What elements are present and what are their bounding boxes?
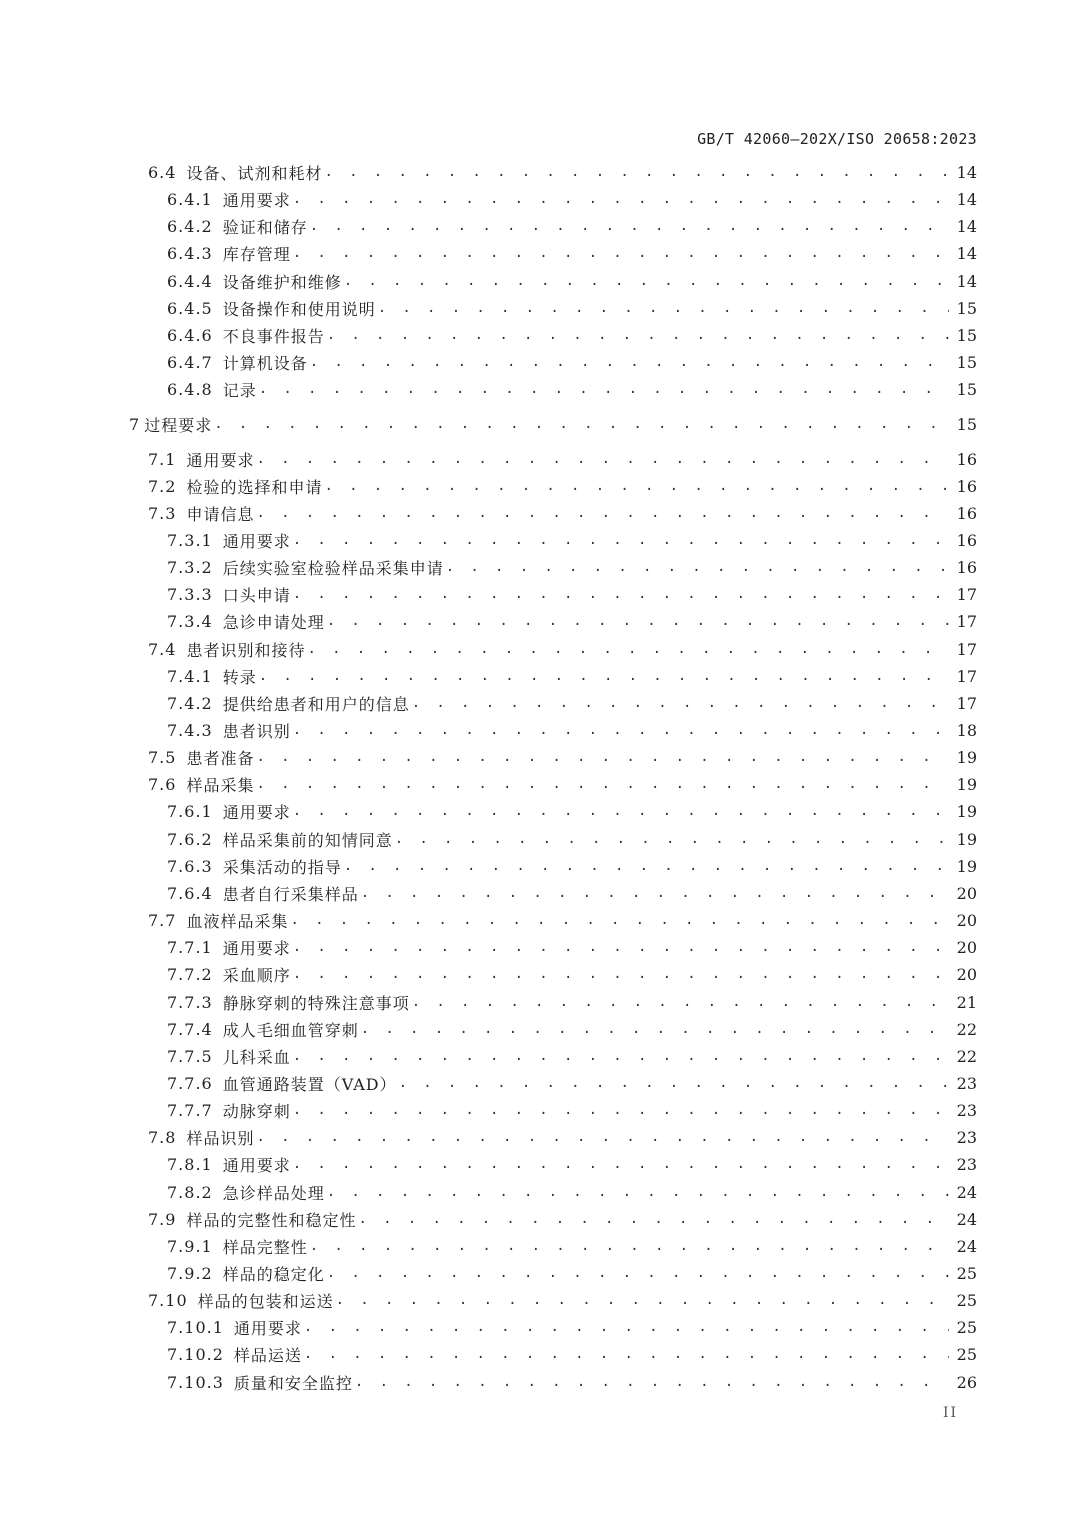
toc-entry-line	[167, 880, 977, 907]
toc-entry-line	[129, 411, 977, 438]
toc-entry-page: 25	[956, 1264, 977, 1283]
toc-leader-dots	[293, 1097, 949, 1124]
toc-entry-number: 7.4.2	[167, 693, 213, 713]
toc-entry-page: 19	[956, 802, 977, 822]
toc-leader-dots	[358, 1206, 949, 1233]
toc-entry-title: 样品采集前的知情同意	[222, 830, 393, 850]
toc-entry-page: 17	[956, 666, 977, 686]
toc-leader-dots	[336, 1287, 949, 1314]
toc-entry-page: 24	[956, 1236, 977, 1256]
toc-leader-dots	[324, 159, 949, 186]
toc-entry[interactable]	[0, 1179, 1080, 1206]
toc-leader-dots	[293, 1043, 949, 1070]
toc-entry-page: 20	[956, 911, 977, 931]
toc-leader-dots	[412, 989, 949, 1016]
toc-entry-line	[167, 690, 977, 717]
toc-entry-title: 计算机设备	[222, 354, 308, 374]
toc-entry-title: 通用要求	[222, 939, 291, 959]
toc-entry-line	[167, 961, 977, 988]
toc-entry[interactable]	[0, 690, 1080, 717]
toc-entry-line	[148, 1206, 977, 1233]
toc-entry-page: 14	[956, 190, 977, 210]
toc-entry-title: 样品的完整性和稳定性	[186, 1210, 357, 1230]
toc-entry[interactable]	[0, 636, 1080, 663]
toc-entry[interactable]	[0, 853, 1080, 880]
toc-leader-dots	[361, 1016, 949, 1043]
toc-entry-line	[167, 322, 977, 349]
page-number: II	[942, 1405, 958, 1421]
toc-entry-title: 血管通路装置（VAD）	[222, 1074, 397, 1094]
toc-entry[interactable]	[0, 907, 1080, 934]
toc-entry[interactable]	[0, 608, 1080, 635]
toc-entry-title: 急诊申请处理	[222, 613, 325, 633]
toc-entry-page: 15	[956, 298, 977, 318]
toc-leader-dots	[259, 663, 949, 690]
toc-entry-line	[148, 446, 977, 473]
toc-entry[interactable]	[0, 880, 1080, 907]
toc-entry-line	[167, 1233, 977, 1260]
toc-entry[interactable]	[0, 446, 1080, 473]
toc-entry-page: 16	[956, 476, 977, 496]
toc-leader-dots	[307, 636, 949, 663]
toc-entry-number: 6.4.7	[167, 353, 213, 373]
toc-entry[interactable]	[0, 826, 1080, 853]
toc-entry-line	[167, 853, 977, 880]
toc-entry-title: 过程要求	[144, 416, 213, 436]
toc-entry-page: 18	[956, 721, 977, 740]
toc-entry-page: 16	[956, 503, 977, 523]
toc-entry-title: 设备、试剂和耗材	[186, 164, 323, 183]
toc-entry[interactable]	[0, 798, 1080, 825]
toc-entry-line	[167, 1070, 977, 1097]
toc-entry-title: 转录	[222, 667, 257, 687]
toc-leader-dots	[293, 798, 949, 825]
toc-entry-number: 7.6.2	[167, 829, 213, 849]
toc-entry-line	[167, 295, 977, 322]
toc-entry-page: 14	[956, 271, 977, 291]
toc-entry-page: 15	[956, 325, 977, 345]
toc-entry[interactable]	[0, 961, 1080, 988]
toc-entry-page: 20	[956, 938, 977, 958]
toc-entry-line	[167, 798, 977, 825]
toc-entry[interactable]	[0, 934, 1080, 961]
toc-leader-dots	[399, 1070, 949, 1097]
toc-entry-number: 7.7.4	[167, 1019, 213, 1039]
toc-entry-title: 样品运送	[233, 1346, 302, 1366]
toc-leader-dots	[293, 186, 949, 213]
toc-entry[interactable]	[0, 473, 1080, 500]
toc-entry[interactable]	[0, 1341, 1080, 1368]
toc-entry-number: 7	[129, 415, 141, 435]
toc-leader-dots	[256, 500, 949, 527]
toc-entry-title: 急诊样品处理	[222, 1183, 325, 1203]
toc-entry-title: 口头申请	[222, 586, 291, 606]
toc-entry-page: 17	[956, 585, 977, 605]
toc-entry-number: 7.4	[148, 639, 177, 659]
toc-entry-page: 20	[956, 965, 977, 985]
toc-leader-dots	[293, 240, 949, 267]
toc-entry-line	[167, 1369, 977, 1396]
toc-entry-title: 通用要求	[222, 803, 291, 823]
toc-entry-page: 17	[956, 693, 977, 713]
toc-entry-title: 记录	[222, 381, 257, 401]
toc-entry-title: 血液样品采集	[186, 912, 289, 932]
toc-leader-dots	[293, 581, 949, 608]
toc-leader-dots	[327, 1260, 949, 1287]
toc-entry-line	[167, 554, 977, 581]
toc-entry[interactable]	[0, 1314, 1080, 1341]
toc-entry-page: 20	[956, 883, 977, 903]
toc-leader-dots	[293, 717, 949, 744]
toc-entry[interactable]	[0, 1369, 1080, 1396]
toc-leader-dots	[310, 1233, 949, 1260]
toc-entry-title: 通用要求	[222, 191, 291, 211]
toc-entry-number: 7.4.3	[167, 721, 213, 740]
toc-leader-dots	[256, 446, 949, 473]
toc-entry-line	[167, 1097, 977, 1124]
toc-entry-number: 7.3.4	[167, 612, 213, 632]
toc-entry-number: 7.7.7	[167, 1101, 213, 1121]
toc-entry-page: 21	[956, 992, 977, 1012]
toc-entry[interactable]	[0, 717, 1080, 744]
toc-entry-number: 7.7.5	[167, 1046, 213, 1066]
toc-entry-title: 不良事件报告	[222, 326, 325, 346]
toc-leader-dots	[304, 1314, 949, 1341]
document-header-id: GB/T 42060—202X/ISO 20658:2023	[697, 130, 977, 148]
toc-entry-number: 7.9.2	[167, 1264, 213, 1283]
toc-entry[interactable]	[0, 663, 1080, 690]
toc-entry-number: 7.7.3	[167, 992, 213, 1012]
toc-entry-line	[167, 1043, 977, 1070]
toc-entry-title: 患者识别和接待	[186, 640, 306, 660]
toc-entry-number: 7.6	[148, 775, 177, 795]
toc-entry-page: 16	[956, 530, 977, 550]
toc-entry-title: 患者识别	[222, 722, 291, 741]
toc-entry-number: 7.6.1	[167, 802, 213, 822]
toc-entry-page: 17	[956, 639, 977, 659]
toc-entry-line	[167, 1341, 977, 1368]
toc-entry-number: 7.3.2	[167, 558, 213, 578]
toc-entry-page: 25	[956, 1318, 977, 1338]
toc-entry[interactable]	[0, 1260, 1080, 1287]
toc-entry-page: 14	[956, 217, 977, 237]
toc-entry[interactable]	[0, 554, 1080, 581]
toc-leader-dots	[290, 907, 949, 934]
toc-entry-line	[167, 826, 977, 853]
toc-entry-page: 19	[956, 775, 977, 795]
toc-entry[interactable]	[0, 500, 1080, 527]
toc-entry[interactable]	[0, 1097, 1080, 1124]
toc-entry-number: 6.4.2	[167, 217, 213, 237]
toc-entry-title: 检验的选择和申请	[186, 477, 323, 497]
toc-entry-line	[167, 934, 977, 961]
toc-entry-title: 样品的包装和运送	[197, 1292, 334, 1312]
toc-entry-line	[148, 473, 977, 500]
toc-entry-line	[148, 500, 977, 527]
toc-entry-number: 7.7	[148, 911, 177, 931]
toc-entry-line	[148, 159, 977, 186]
toc-entry-number: 7.5	[148, 748, 177, 768]
toc-entry-page: 25	[956, 1291, 977, 1311]
toc-leader-dots	[293, 961, 949, 988]
toc-entry-title: 设备维护和维修	[222, 272, 342, 292]
toc-entry-number: 7.3	[148, 503, 177, 523]
toc-entry-number: 7.1	[148, 449, 177, 469]
toc-entry-line	[167, 186, 977, 213]
toc-entry-page: 14	[956, 163, 977, 182]
toc-entry-line	[167, 268, 977, 295]
toc-entry-number: 7.7.1	[167, 938, 213, 958]
toc-entry-title: 样品采集	[186, 776, 255, 796]
toc-leader-dots	[259, 376, 949, 403]
toc-entry-line	[167, 581, 977, 608]
toc-entry[interactable]	[0, 213, 1080, 240]
toc-entry-title: 质量和安全监控	[233, 1373, 353, 1393]
toc-entry-title: 样品完整性	[222, 1237, 308, 1257]
toc-entry[interactable]	[0, 527, 1080, 554]
toc-entry-line	[148, 1287, 977, 1314]
toc-entry-number: 7.8.1	[167, 1155, 213, 1175]
toc-entry[interactable]	[0, 295, 1080, 322]
toc-leader-dots	[344, 268, 949, 295]
toc-entry-number: 7.8.2	[167, 1182, 213, 1202]
toc-entry-line	[167, 663, 977, 690]
toc-entry-number: 7.10.3	[167, 1372, 224, 1392]
toc-entry[interactable]	[0, 159, 1080, 186]
toc-entry-line	[167, 1179, 977, 1206]
toc-leader-dots	[395, 826, 949, 853]
toc-entry-title: 儿科采血	[222, 1047, 291, 1067]
toc-entry-number: 7.2	[148, 476, 177, 496]
toc-leader-dots	[256, 1124, 949, 1151]
toc-entry[interactable]	[0, 1206, 1080, 1233]
toc-entry-number: 7.7.6	[167, 1073, 213, 1093]
toc-entry[interactable]	[0, 376, 1080, 403]
toc-leader-dots	[344, 853, 949, 880]
toc-leader-dots	[293, 527, 949, 554]
toc-entry-line	[148, 1124, 977, 1151]
toc-entry-number: 7.6.4	[167, 883, 213, 903]
toc-entry-page: 22	[956, 1046, 977, 1066]
toc-entry-number: 6.4.6	[167, 325, 213, 345]
toc-entry-page: 15	[956, 353, 977, 373]
toc-entry-title: 采集活动的指导	[222, 857, 342, 877]
toc-entry-title: 库存管理	[222, 245, 291, 265]
toc-entry-page: 23	[956, 1128, 977, 1148]
toc-entry-title: 通用要求	[186, 450, 255, 470]
toc-entry-page: 14	[956, 244, 977, 264]
toc-entry-page: 17	[956, 612, 977, 632]
toc-entry-title: 患者准备	[186, 749, 255, 769]
toc-entry-number: 7.4.1	[167, 666, 213, 686]
toc-entry-line	[148, 744, 977, 771]
toc-entry-title: 动脉穿刺	[222, 1102, 291, 1122]
toc-entry-line	[167, 527, 977, 554]
toc-entry-line	[148, 771, 977, 798]
toc-leader-dots	[327, 322, 949, 349]
toc-entry[interactable]	[0, 1124, 1080, 1151]
toc-entry[interactable]	[0, 581, 1080, 608]
toc-leader-dots	[310, 213, 949, 240]
toc-entry-number: 6.4	[148, 163, 177, 182]
toc-entry-page: 24	[956, 1182, 977, 1202]
toc-entry[interactable]	[0, 989, 1080, 1016]
toc-entry-line	[167, 989, 977, 1016]
table-of-contents	[0, 155, 1080, 1400]
toc-leader-dots	[304, 1341, 949, 1368]
toc-entry[interactable]	[0, 349, 1080, 376]
toc-leader-dots	[214, 411, 949, 438]
toc-entry-number: 7.10.1	[167, 1318, 224, 1338]
toc-entry[interactable]	[0, 1016, 1080, 1043]
toc-entry-line	[148, 636, 977, 663]
toc-leader-dots	[293, 1151, 949, 1178]
toc-entry-title: 验证和储存	[222, 218, 308, 238]
toc-entry[interactable]	[0, 1043, 1080, 1070]
toc-leader-dots	[327, 1179, 949, 1206]
toc-entry-line	[167, 1260, 977, 1287]
toc-entry-line	[148, 907, 977, 934]
toc-entry-number: 6.4.3	[167, 244, 213, 264]
toc-entry-page: 22	[956, 1019, 977, 1039]
toc-entry-line	[167, 1314, 977, 1341]
toc-entry[interactable]	[0, 1070, 1080, 1097]
toc-entry-title: 申请信息	[186, 504, 255, 524]
toc-leader-dots	[446, 554, 949, 581]
toc-entry-page: 23	[956, 1073, 977, 1093]
toc-entry-title: 设备操作和使用说明	[222, 299, 376, 319]
toc-entry-line	[167, 608, 977, 635]
toc-entry-number: 6.4.8	[167, 380, 213, 400]
toc-entry-title: 患者自行采集样品	[222, 884, 359, 904]
toc-entry-page: 19	[956, 856, 977, 876]
toc-leader-dots	[327, 608, 949, 635]
toc-entry-page: 25	[956, 1345, 977, 1365]
toc-entry-title: 通用要求	[233, 1319, 302, 1339]
toc-entry-page: 15	[956, 415, 977, 435]
toc-entry-title: 样品的稳定化	[222, 1265, 325, 1284]
toc-entry-number: 6.4.5	[167, 298, 213, 318]
toc-leader-dots	[412, 690, 949, 717]
toc-entry-number: 7.10.2	[167, 1345, 224, 1365]
toc-entry-number: 7.3.1	[167, 530, 213, 550]
toc-entry-line	[167, 240, 977, 267]
toc-entry-page: 15	[956, 380, 977, 400]
toc-leader-dots	[256, 771, 949, 798]
toc-entry-page: 16	[956, 449, 977, 469]
toc-entry-page: 26	[956, 1372, 977, 1392]
toc-leader-dots	[361, 880, 949, 907]
toc-entry-title: 静脉穿刺的特殊注意事项	[222, 993, 410, 1013]
toc-entry-line	[167, 1016, 977, 1043]
toc-entry-title: 提供给患者和用户的信息	[222, 694, 410, 714]
toc-entry[interactable]	[0, 186, 1080, 213]
toc-entry-number: 7.7.2	[167, 965, 213, 985]
toc-leader-dots	[310, 349, 949, 376]
toc-entry-line	[167, 213, 977, 240]
toc-entry-line	[167, 349, 977, 376]
toc-entry-title: 后续实验室检验样品采集申请	[222, 559, 444, 579]
toc-entry[interactable]	[0, 771, 1080, 798]
toc-entry-line	[167, 1151, 977, 1178]
toc-leader-dots	[293, 934, 949, 961]
toc-entry[interactable]	[0, 268, 1080, 295]
toc-entry-number: 7.10	[148, 1291, 188, 1311]
toc-entry-title: 样品识别	[186, 1129, 255, 1149]
toc-leader-dots	[378, 295, 949, 322]
toc-entry-number: 7.9	[148, 1209, 177, 1229]
toc-entry[interactable]	[0, 1151, 1080, 1178]
toc-leader-dots	[324, 473, 949, 500]
toc-entry-number: 7.3.3	[167, 585, 213, 605]
toc-leader-dots	[256, 744, 949, 771]
toc-entry-page: 23	[956, 1101, 977, 1121]
toc-entry-page: 19	[956, 748, 977, 768]
toc-entry[interactable]	[0, 744, 1080, 771]
toc-leader-dots	[355, 1369, 949, 1396]
toc-entry-line	[167, 376, 977, 403]
toc-entry[interactable]	[0, 322, 1080, 349]
toc-entry[interactable]	[0, 240, 1080, 267]
toc-entry[interactable]	[0, 1233, 1080, 1260]
toc-entry-number: 6.4.1	[167, 190, 213, 210]
toc-entry-line	[167, 717, 977, 744]
toc-entry-title: 成人毛细血管穿刺	[222, 1020, 359, 1040]
toc-entry-number: 7.8	[148, 1128, 177, 1148]
toc-entry-number: 6.4.4	[167, 271, 213, 291]
toc-entry-number: 7.9.1	[167, 1236, 213, 1256]
toc-entry-title: 通用要求	[222, 531, 291, 551]
toc-entry-number: 7.6.3	[167, 856, 213, 876]
toc-entry[interactable]	[0, 1287, 1080, 1314]
toc-entry-page: 19	[956, 829, 977, 849]
toc-entry-title: 通用要求	[222, 1156, 291, 1176]
toc-entry-page: 24	[956, 1209, 977, 1229]
toc-entry-page: 23	[956, 1155, 977, 1175]
toc-entry-title: 采血顺序	[222, 966, 291, 986]
toc-entry-page: 16	[956, 558, 977, 578]
toc-entry[interactable]	[0, 411, 1080, 438]
